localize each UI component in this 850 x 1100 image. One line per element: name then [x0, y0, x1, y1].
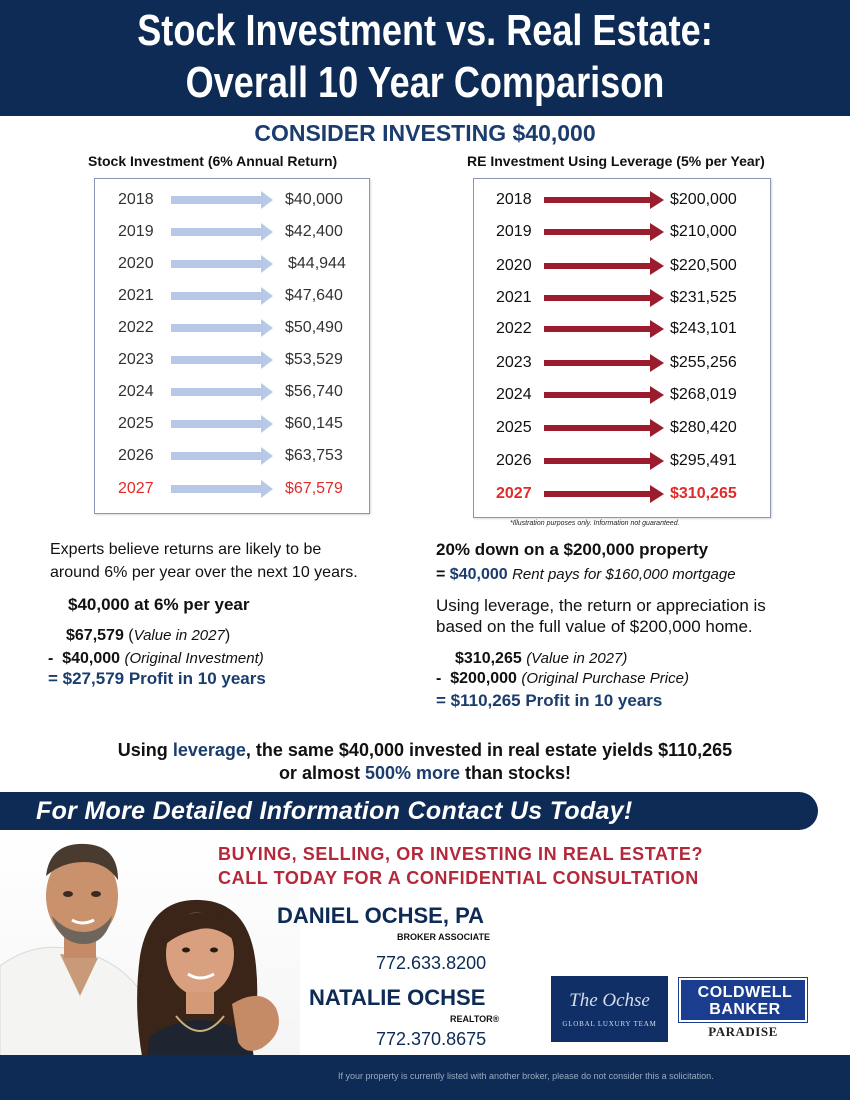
stock-year: 2025	[118, 415, 154, 432]
rate-line: $40,000 at 6% per year	[68, 595, 250, 614]
page-title-line2: Overall 10 Year Comparison	[185, 58, 665, 107]
re-year: 2018	[496, 191, 532, 208]
re-year: 2019	[496, 223, 532, 240]
stock-value: $63,753	[285, 447, 343, 464]
stock-arrow-icon	[171, 258, 273, 270]
stock-year: 2024	[118, 383, 154, 400]
cb-logo-line1: COLDWELL	[697, 984, 793, 1001]
stock-year: 2026	[118, 447, 154, 464]
summary-text: Using	[117, 740, 173, 760]
contact-banner-text: For More Detailed Information Contact Us Today!	[36, 797, 633, 825]
re-final-amount: $310,265	[455, 650, 522, 667]
equity-note: Rent pays for $160,000 mortgage	[512, 566, 736, 583]
page-title-line1: Stock Investment vs. Real Estate:	[137, 6, 713, 55]
ochse-logo-subtitle: GLOBAL LUXURY TEAM	[562, 1020, 657, 1028]
stock-table	[94, 178, 370, 514]
re-arrow-icon	[544, 323, 664, 335]
re-value: $280,420	[670, 419, 737, 436]
agent-name-daniel: DANIEL OCHSE, PA	[277, 903, 484, 928]
cta-line2: CALL TODAY FOR A CONFIDENTIAL CONSULTATION	[218, 868, 699, 888]
re-value: $268,019	[670, 386, 737, 403]
leverage-line1: Using leverage, the return or appreciation is	[436, 596, 766, 615]
stock-arrow-icon	[171, 226, 273, 238]
stock-value: $67,579	[285, 480, 343, 497]
stock-column-title: Stock Investment (6% Annual Return)	[88, 153, 338, 169]
stock-final-amount: $67,579	[66, 627, 124, 644]
re-arrow-icon	[544, 357, 664, 369]
re-final-note: (Value in 2027)	[526, 650, 628, 667]
summary-highlight: leverage	[172, 740, 246, 760]
experts-line1: Experts believe returns are likely to be	[50, 541, 322, 558]
re-year: 2027	[496, 485, 532, 502]
re-arrow-icon	[544, 488, 664, 500]
header-banner	[0, 0, 850, 116]
stock-profit-line: = $27,579 Profit in 10 years	[48, 669, 266, 688]
minus-sign: -	[436, 670, 451, 687]
ochse-logo-script: The Ochse	[569, 990, 650, 1011]
re-value: $295,491	[670, 452, 737, 469]
stock-original-amount: $40,000	[62, 650, 121, 667]
down-payment-line: 20% down on a $200,000 property	[436, 540, 709, 559]
ochse-team-logo	[551, 976, 668, 1042]
re-year: 2020	[496, 257, 532, 274]
stock-arrow-icon	[171, 322, 273, 334]
equity-amount: $40,000	[449, 566, 508, 583]
stock-value: $40,000	[285, 191, 343, 208]
stock-value: $42,400	[285, 223, 343, 240]
summary-line2	[0, 760, 850, 786]
summary-text: than stocks!	[460, 763, 572, 783]
re-arrow-icon	[544, 260, 664, 272]
stock-arrow-icon	[171, 290, 273, 302]
stock-arrow-icon	[171, 483, 273, 495]
stock-value: $44,944	[288, 255, 346, 272]
stock-final-note: Value in 2027	[133, 627, 225, 644]
coldwell-banker-logo	[679, 978, 807, 1040]
stock-value: $53,529	[285, 351, 343, 368]
re-year: 2021	[496, 289, 532, 306]
re-year: 2026	[496, 452, 532, 469]
summary-highlight: 500% more	[364, 763, 461, 783]
leverage-line2: based on the full value of $200,000 home.	[436, 617, 753, 636]
re-year: 2023	[496, 354, 532, 371]
cb-logo-line2: BANKER	[709, 1001, 781, 1018]
experts-line2: around 6% per year over the next 10 years.	[50, 564, 358, 581]
re-arrow-icon	[544, 389, 664, 401]
re-year: 2022	[496, 320, 532, 337]
re-original-line	[436, 668, 689, 689]
consider-heading: CONSIDER INVESTING $40,000	[254, 120, 596, 146]
equals-sign: =	[436, 566, 450, 583]
cta-line1: BUYING, SELLING, OR INVESTING IN REAL ESTATE?	[218, 844, 704, 864]
stock-value: $60,145	[285, 415, 343, 432]
re-column-title: RE Investment Using Leverage (5% per Year)	[467, 153, 765, 169]
stock-value: $47,640	[285, 287, 343, 304]
stock-arrow-icon	[171, 418, 273, 430]
stock-year: 2019	[118, 223, 154, 240]
minus-sign: -	[48, 650, 63, 667]
re-value: $255,256	[670, 354, 737, 371]
re-profit-line: = $110,265 Profit in 10 years	[436, 691, 663, 710]
stock-original-note: (Original Investment)	[124, 650, 264, 667]
stock-value: $50,490	[285, 319, 343, 336]
re-arrow-icon	[544, 292, 664, 304]
stock-year: 2018	[118, 191, 154, 208]
summary-text: or almost	[278, 763, 365, 783]
agent-phone-daniel[interactable]: 772.633.8200	[376, 953, 487, 973]
re-arrow-icon	[544, 226, 664, 238]
stock-year: 2027	[118, 480, 154, 497]
contact-banner	[0, 792, 818, 830]
re-value: $200,000	[670, 191, 737, 208]
stock-original-line	[48, 648, 264, 669]
stock-year: 2022	[118, 319, 154, 336]
stock-year: 2020	[118, 255, 154, 272]
equity-line	[436, 564, 736, 585]
re-value: $310,265	[670, 485, 737, 502]
cb-logo-subtitle: PARADISE	[708, 1024, 778, 1039]
re-original-amount: $200,000	[450, 670, 517, 687]
stock-arrow-icon	[171, 450, 273, 462]
re-original-note: (Original Purchase Price)	[521, 670, 689, 687]
re-value: $243,101	[670, 320, 737, 337]
stock-value-line: $67,579 (Value in 2027)	[66, 627, 231, 644]
re-value-line	[455, 648, 627, 669]
re-arrow-icon	[544, 455, 664, 467]
stock-arrow-icon	[171, 194, 273, 206]
agent-role-daniel: BROKER ASSOCIATE	[397, 932, 491, 942]
cb-logo-box	[679, 978, 807, 1022]
agent-name-natalie: NATALIE OCHSE	[309, 985, 486, 1010]
re-year: 2024	[496, 386, 532, 403]
re-value: $210,000	[670, 223, 737, 240]
stock-arrow-icon	[171, 354, 273, 366]
stock-value: $56,740	[285, 383, 343, 400]
agent-role-natalie: REALTOR®	[450, 1014, 500, 1024]
stock-year: 2023	[118, 351, 154, 368]
re-year: 2025	[496, 419, 532, 436]
agent-phone-natalie[interactable]: 772.370.8675	[376, 1029, 487, 1049]
re-arrow-icon	[544, 422, 664, 434]
stock-arrow-icon	[171, 386, 273, 398]
summary-text: , the same $40,000 invested in real estate yields $110,265	[245, 740, 733, 760]
stock-year: 2021	[118, 287, 154, 304]
re-table	[473, 178, 771, 518]
footer-bar	[0, 1055, 850, 1100]
re-value: $231,525	[670, 289, 737, 306]
re-value: $220,500	[670, 257, 737, 274]
footer-solicitation-note: If your property is currently listed with another broker, please do not consider this a solicitation.	[338, 1071, 714, 1081]
re-arrow-icon	[544, 194, 664, 206]
illustration-disclaimer: *Illustration purposes only. Information not guaranteed.	[510, 520, 680, 527]
